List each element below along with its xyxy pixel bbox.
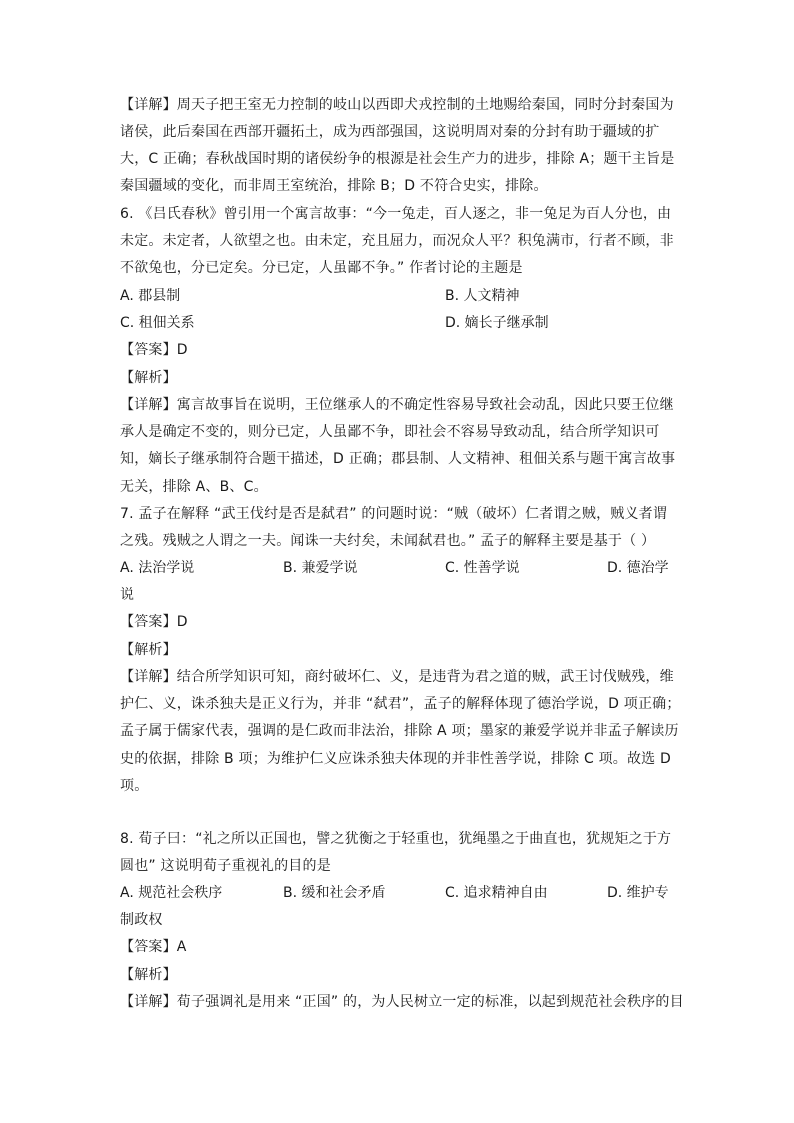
q6-detail-line-3: 知，嫡长子继承制符合题干描述，D 正确；郡县制、人文精神、租佃关系与题干寓言故事 [120,451,676,467]
q7-detail-line-4: 史的依据，排除 B 项；为维护仁义应诛杀独夫体现的并非性善学说，排除 C 项。故选 D [120,751,672,767]
q6-stem-line-2: 未定。未定者，人欲望之也。由未定，充且屈力，而况众人平？积兔满市，行者不顾，非 [120,233,674,249]
q6-detail-line-4: 无关，排除 A、B、C。 [120,479,268,495]
q5-detail-line-4: 秦国疆域的变化，而非周王室统治，排除 B；D 不符合史实，排除。 [120,178,548,194]
q8-option-d: D. 维护专 [607,885,669,901]
q8-option-c: C. 追求精神自由 [445,885,548,901]
q8-option-a: A. 规范社会秩序 [120,885,223,901]
q6-answer: 【答案】D [120,342,188,358]
q6-option-c: C. 租佃关系 [120,315,195,331]
q8-stem-line-2: 圆也” 这说明荀子重视礼的目的是 [120,858,331,874]
q6-analysis-label: 【解析】 [120,370,177,386]
q6-detail-line-2: 承人是确定不变的，则分已定，人虽鄙不争，即社会不容易导致动乱，结合所学知识可 [120,424,660,440]
q8-option-d-wrap: 制政权 [120,912,163,928]
q7-answer: 【答案】D [120,614,188,630]
q8-option-b: B. 缓和社会矛盾 [283,885,386,901]
q7-analysis-label: 【解析】 [120,642,177,658]
q6-option-b: B. 人文精神 [445,288,520,304]
q7-option-c: C. 性善学说 [445,560,520,576]
q5-detail-line-3: 大，C 正确；春秋战国时期的诸侯纷争的根源是社会生产力的进步，排除 A；题干主旨是 [120,151,675,167]
q6-option-d: D. 嫡长子继承制 [445,315,549,331]
q7-detail-line-3: 孟子属于儒家代表，强调的是仁政而非法治，排除 A 项；墨家的兼爱学说并非孟子解读历 [120,723,679,739]
q7-detail-line-2: 护仁、义，诛杀独夫是正义行为，并非 “弑君”，孟子的解释体现了德治学说，D 项正确； [120,696,681,712]
q5-detail-line-1: 【详解】周天子把王室无力控制的岐山以西即犬戎控制的土地赐给秦国，同时分封秦国为 [120,97,674,113]
q8-detail-line-1: 【详解】荀子强调礼是用来 “正国” 的，为人民树立一定的标准，以起到规范社会秩序的目 [120,994,684,1010]
q7-option-a: A. 法治学说 [120,560,195,576]
q7-option-b: B. 兼爱学说 [283,560,358,576]
q7-stem-line-1: 7. 孟子在解释 “武王伐纣是否是弑君” 的问题时说：“贼（破坏）仁者谓之贼，贼义者谓 [120,506,668,522]
q8-stem-line-1: 8. 荀子曰：“礼之所以正国也，譬之犹衡之于轻重也，犹绳墨之于曲直也，犹规矩之于方 [120,831,672,847]
q6-detail-line-1: 【详解】寓言故事旨在说明，王位继承人的不确定性容易导致社会动乱，因此只要王位继 [120,397,674,413]
q7-option-d: D. 德治学 [607,560,669,576]
q5-detail-line-2: 诸侯，此后秦国在西部开疆拓土，成为西部强国，这说明周对秦的分封有助于疆域的扩 [120,124,660,140]
q6-stem-line-3: 不欲兔也，分已定矣。分已定，人虽鄙不争。” 作者讨论的主题是 [120,260,523,276]
q8-answer: 【答案】A [120,939,187,955]
q7-option-d-wrap: 说 [120,587,135,603]
q7-detail-line-5: 项。 [120,778,149,794]
q6-option-a: A. 郡县制 [120,288,181,304]
q6-stem-line-1: 6. 《吕氏春秋》曾引用一个寓言故事：“今一兔走，百人逐之，非一兔足为百人分也，由 [120,206,672,222]
q7-stem-line-2: 之残。残贼之人谓之一夫。闻诛一夫纣矣，未闻弑君也。” 孟子的解释主要是基于（ ） [120,533,656,549]
q7-detail-line-1: 【详解】结合所学知识可知，商纣破坏仁、义，是违背为君之道的贼，武王讨伐贼残，维 [120,669,674,685]
q8-analysis-label: 【解析】 [120,967,177,983]
